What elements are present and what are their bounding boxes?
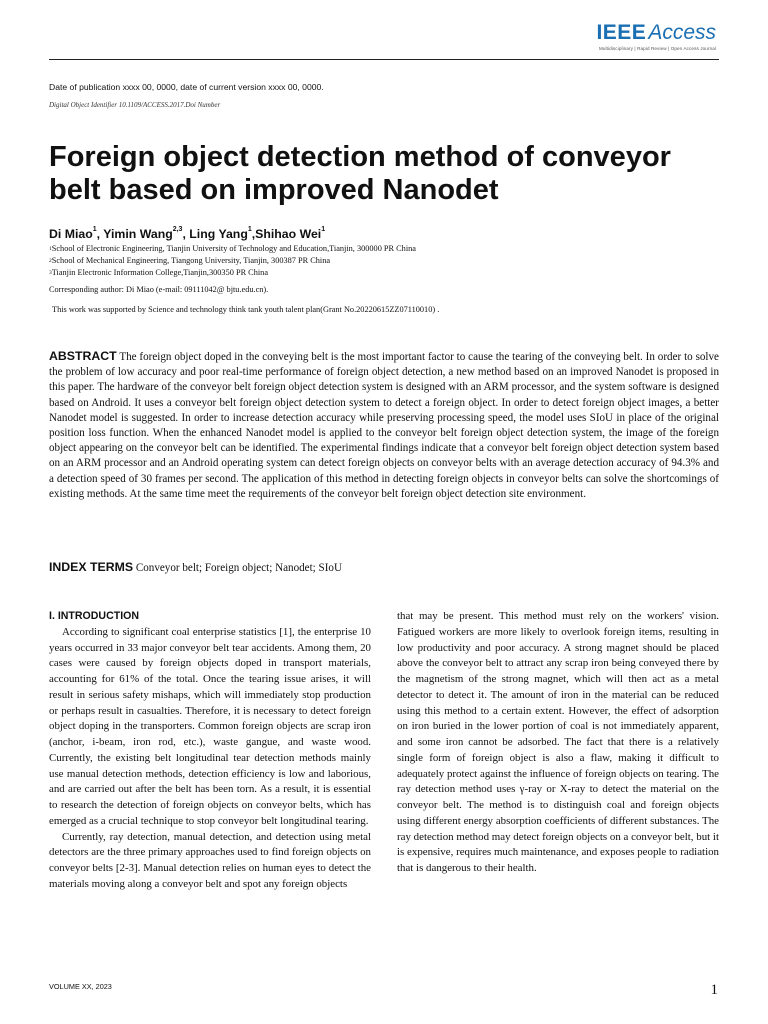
affiliation-number: 3 (49, 270, 52, 276)
abstract-text: The foreign object doped in the conveying belt is the most important factor to cause the tearing of the conveying belt. In order to solve the problem of low accuracy and poor real-time performance of foreign object detection, a new method based on an improved Nanodet is proposed in this paper. The hardware of the conveyor belt foreign object detection system is designed with an ARM processor, and the system software is designed based on Android. It uses a conveyor belt foreign object detection system to detect a foreign object. In order to detect foreign object images, a better Nanodet model is suggested. In order to increase detection accuracy while preserving processing speed, the model uses SIoU in place of the original position loss function. When the enhanced Nanodet model is applied to the conveyor belt foreign object detection system, the image of the foreign object appearing on the conveyor belt can be identified. The experimental findings indicate that a conveyor belt foreign object detection system based on an ARM processor and an Android operating system can detect foreign objects on conveyor belts with an average detection accuracy of 94.3% and a detection speed of 30 frames per second. The application of this method in detecting foreign objects in conveyor belts can solve the shortcomings of existing methods. At the same time meet the requirements of the conveyor belt foreign object detection site environment. (49, 351, 719, 500)
logo-ieee-text: IEEE (596, 21, 647, 44)
affiliation-text: School of Mechanical Engineering, Tiangong University, Tianjin, 300387 PR China (51, 256, 331, 265)
author-affiliation-mark: 2,3 (172, 226, 183, 233)
body-column-left (49, 609, 371, 893)
body-column-right (397, 609, 719, 877)
section-heading: I. INTRODUCTION (49, 610, 140, 622)
body-paragraph: Currently, ray detection, manual detection, and detection using metal detectors are the three primary approaches used to find foreign objects on conveyor belts [2-3]. Manual detection relies on human eyes to detect the materials moving along a conveyor belt and spot any foreign objects (49, 830, 371, 890)
index-terms (49, 560, 342, 574)
page-number: 1 (710, 982, 718, 998)
affiliation-text: School of Electronic Engineering, Tianjin University of Technology and Education,Tianjin, 300000 PR China (51, 244, 416, 253)
author-name: Ling Yang (189, 227, 248, 241)
journal-logo (596, 22, 716, 51)
doi-line: Digital Object Identifier 10.1109/ACCESS.2017.Doi Number (49, 101, 221, 109)
affiliation-number: 2 (49, 258, 52, 264)
author-name: Shihao Wei (255, 227, 322, 241)
footer-volume: VOLUME XX, 2023 (49, 982, 112, 991)
affiliation (49, 255, 330, 267)
affiliation (49, 267, 268, 279)
affiliation-number: 1 (49, 246, 52, 252)
funding-note: This work was supported by Science and technology think tank youth talent plan(Grant No.20220615ZZ07110010) . (52, 305, 440, 314)
corresponding-author: Corresponding author: Di Miao (e-mail: 09111042@ bjtu.edu.cn). (49, 285, 269, 294)
author-affiliation-mark: 1 (247, 226, 252, 233)
author-name: Yimin Wang (103, 227, 173, 241)
paper-title: Foreign object detection method of conveyor belt based on improved Nanodet (49, 141, 671, 206)
index-terms-text: Conveyor belt; Foreign object; Nanodet; SIoU (135, 562, 342, 574)
body-paragraph: that may be present. This method must rely on the workers' vision. Fatigued workers are more likely to overlook foreign items, resulting in low productivity and poor accuracy. A strong magnet should be placed above the conveyor belt to attract any scrap iron being conveyed there by the magnetism of the strong magnet, which will then act as a metal detector to detect it. The amount of iron in the material can be reduced using this method to a certain extent. However, the effect of adsorption on iron buried in the lower portion of coal is not immediately apparent, and some iron cannot be adsorbed. The fact that there is a relatively single form of foreign object is also a flaw, making it difficult to adequately protect against the influence of foreign objects on tearing. The ray detection method uses γ-ray or X-ray to detect the material on the conveyor belt. The method is to distinguish coal and foreign objects using different energy absorption coefficients of different substances. The ray detection method may detect foreign objects on a conveyor belt, but it is expensive, requires much maintenance, and exposes people to radiation that is dangerous to their health. (397, 610, 719, 874)
logo-access-text: Access (648, 21, 716, 44)
index-terms-label: INDEX TERMS (49, 560, 134, 574)
journal-logo-wordmark (596, 22, 716, 44)
affiliation (49, 243, 416, 255)
abstract-label: ABSTRACT (49, 349, 117, 363)
affiliation-text: Tianjin Electronic Information College,Tianjin,300350 PR China (51, 268, 268, 277)
abstract (49, 349, 719, 502)
body-paragraph: According to significant coal enterprise statistics [1], the enterprise 10 years occurred in 33 major conveyor belt tear accidents. Among them, 20 cases were caused by foreign objects doped in transport materials, accounting for 61% of the total. Once the tearing issue arises, it will result in serious safety mishaps, which will immediately stop production or perhaps result in casualties. Therefore, it is necessary to detect foreign object doping in the transporters. Common foreign objects are scrap iron (anchor, i-beam, iron rod, etc.), waste gangue, and waste wood. Currently, the existing belt longitudinal tear detection methods mainly use manual detection methods, detection efficiency is low and laborious, and are carried out after the belt has been torn. As a result, it is essential to research the detection of foreign objects on conveyor belts, which has emerged as a crucial technique to stop conveyor belt longitudinal tearing. (49, 625, 371, 827)
author-list: Di Miao$^1$, Yimin Wang$^{2,3}$, Ling Yang$^1$,Shihao Wei$^1$ (49, 226, 326, 241)
author-name: Di Miao (49, 227, 93, 241)
logo-tagline: Multidisciplinary | Rapid Review | Open Access Journal (598, 46, 716, 51)
publication-date: Date of publication xxxx 00, 0000, date of current version xxxx 00, 0000. (49, 82, 324, 92)
header-rule (49, 59, 719, 60)
author-affiliation-mark: 1 (321, 226, 326, 233)
author-affiliation-mark: 1 (92, 226, 97, 233)
